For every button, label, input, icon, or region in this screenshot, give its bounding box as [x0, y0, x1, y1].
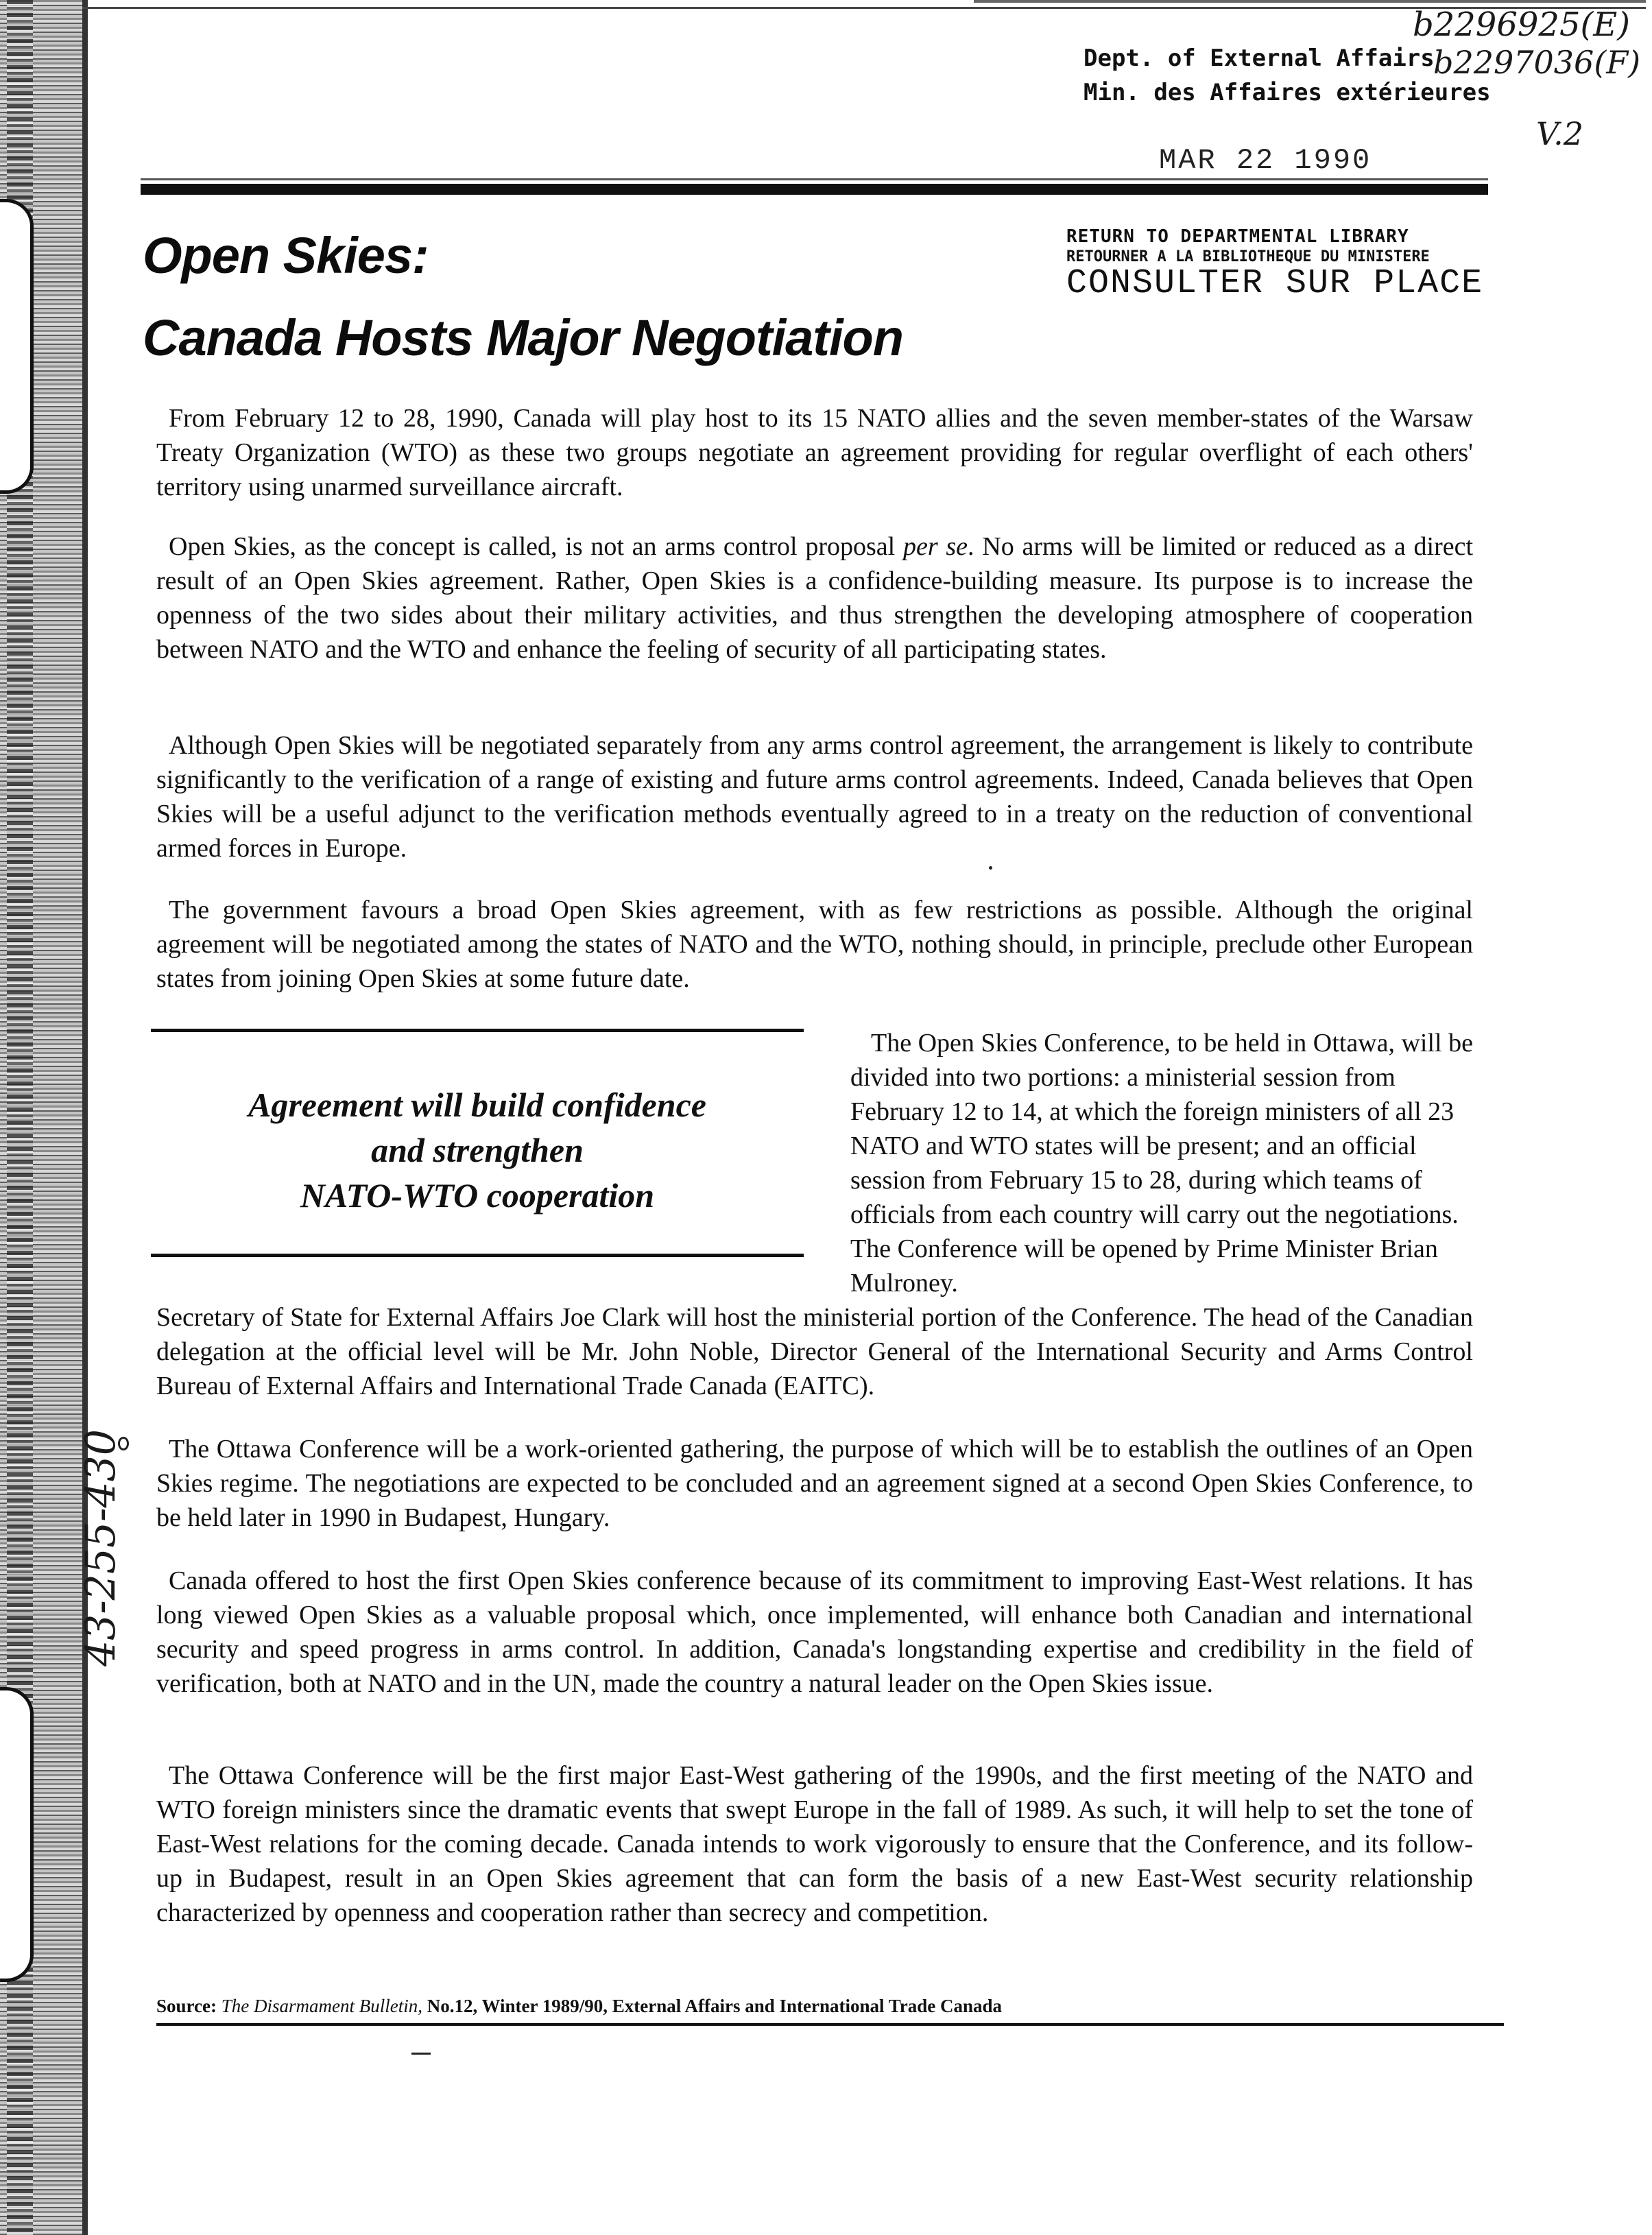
page-subtitle: Canada Hosts Major Negotiation	[143, 309, 903, 366]
handwritten-volume: V.2	[1536, 115, 1584, 152]
date-stamp: MAR 22 1990	[1159, 144, 1372, 177]
body-paragraph-6: The Ottawa Conference will be a work-oriented gathering, the purpose of which will be to establish the outlines of an Open Skies regime. The negotiations are expected to be concluded and an agreement signed at a second Open Skies Conference, to be held later in 1990 in Budapest, Hungary.	[156, 1435, 1473, 1532]
body-paragraph-8: The Ottawa Conference will be the first major East-West gathering of the 1990s, and the first meeting of the NATO and WTO foreign ministers since the dramatic events that swept Europe in the fall of 1989. As such, it will help to set the tone of East-West relations for the coming decade. Canada intends to work vigorously to ensure that the Conference, and its follow-up in Budapest, result in an Open Skies agreement that can form the basis of a new East-West security relationship characterized by openness and cooperation rather than secrecy and competition.	[156, 1761, 1473, 1927]
stamp-line-3: CONSULTER SUR PLACE	[1066, 264, 1484, 303]
scan-mark	[411, 2053, 431, 2055]
body-paragraph-4: The government favours a broad Open Skies agreement, with as few restrictions as possible. Although the original agreement will be negotiated among the states of NATO and the WTO, nothing should, in principle, preclude other European states from joining Open Skies at some future date.	[156, 896, 1473, 993]
emphasis-per-se: per se	[902, 532, 968, 561]
body-paragraph-5-continued: Secretary of State for External Affairs Joe Clark will host the ministerial portion of the Conference. The head of the Canadian delegation at the official level will be Mr. John Noble, Director General of the International Security and Arms Control Bureau of External Affairs and International Trade Canada (EAITC).	[156, 1303, 1473, 1400]
pull-quote-rule-top	[151, 1029, 804, 1032]
pull-quote-text	[151, 1082, 804, 1218]
dept-name-en: Dept. of External Affairs	[1084, 45, 1435, 72]
scan-speck	[989, 866, 992, 870]
department-header	[1084, 41, 1491, 110]
scan-edge-line	[82, 7, 1646, 9]
pull-quote	[151, 1029, 804, 1262]
source-citation	[156, 1996, 1002, 2017]
scan-edge-line	[974, 0, 1646, 3]
binding-edge	[82, 0, 88, 2235]
source-details: No.12, Winter 1989/90, External Affairs and International Trade Canada	[427, 1996, 1003, 2016]
footer-rule	[156, 2023, 1504, 2026]
source-publication: The Disarmament Bulletin,	[221, 1996, 422, 2016]
header-rule	[141, 184, 1488, 195]
margin-handwritten-note: 43-255-430	[77, 1429, 125, 1666]
pull-quote-line-3: NATO-WTO cooperation	[300, 1176, 655, 1215]
pull-quote-rule-bottom	[151, 1254, 804, 1257]
body-paragraph-1: From February 12 to 28, 1990, Canada will play host to its 15 NATO allies and the seven member-states of the Warsaw Treaty Organization (WTO) as these two groups negotiate an agreement providing for regular overflight of each others' territory using unarmed surveillance aircraft.	[156, 404, 1473, 501]
body-paragraph-2: Open Skies, as the concept is called, is not an arms control proposal per se. No arms will be limited or reduced as a direct result of an Open Skies agreement. Rather, Open Skies is a confidence-building measure. Its purpose is to increase the openness of the two sides about their military activities, and thus strengthen the developing atmosphere of cooperation between NATO and the WTO and enhance the feeling of security of all participating states.	[156, 532, 1474, 664]
body-paragraph-5-right-column: The Open Skies Conference, to be held in Ottawa, will be divided into two portions: a ministerial session from February 12 to 14, at which the foreign ministers of all 23 NATO and WTO states will be present; and an official session from February 15 to 28, during which teams of officials from each country will carry out the negotiations. The Conference will be opened by Prime Minister Brian Mulroney.	[850, 1029, 1473, 1298]
punch-hole	[0, 1687, 34, 1982]
handwritten-ref-french: b2297036(F)	[1433, 44, 1641, 81]
pull-quote-line-1: Agreement will build confidence	[248, 1086, 707, 1124]
pull-quote-line-2: and strengthen	[371, 1131, 584, 1169]
stamp-line-1: RETURN TO DEPARTMENTAL LIBRARY	[1066, 226, 1409, 247]
page-title: Open Skies:	[143, 227, 429, 284]
source-label: Source:	[156, 1996, 217, 2016]
handwritten-ref-english: b2296925(E)	[1413, 5, 1630, 44]
punch-hole	[0, 199, 34, 494]
body-paragraph-7: Canada offered to host the first Open Skies conference because of its commitment to improving East-West relations. It has long viewed Open Skies as a valuable proposal which, once implemented, will enhance both Canadian and international security and speed progress in arms control. In addition, Canada's longstanding expertise and credibility in the field of verification, both at NATO and in the UN, made the country a natural leader on the Open Skies issue.	[156, 1566, 1473, 1698]
body-paragraph-3: Although Open Skies will be negotiated separately from any arms control agreement, the arrangement is likely to contribute significantly to the verification of a range of existing and future arms control agreements. Indeed, Canada believes that Open Skies will be a useful adjunct to the verification methods eventually agreed to in a treaty on the reduction of conventional armed forces in Europe.	[156, 731, 1473, 863]
library-stamp	[1066, 226, 1484, 303]
stamp-line-2: RETOURNER A LA BIBLIOTHEQUE DU MINISTERE	[1066, 248, 1430, 265]
dept-name-fr: Min. des Affaires extérieures	[1084, 79, 1491, 106]
